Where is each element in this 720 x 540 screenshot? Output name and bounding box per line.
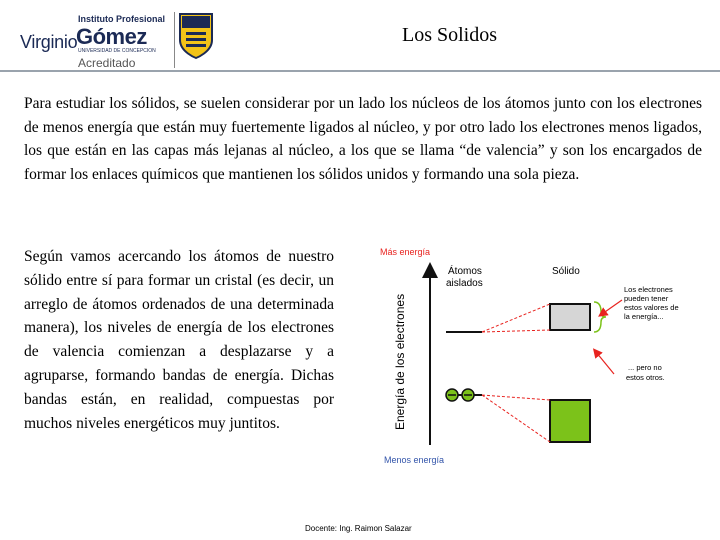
solid-column-label: Sólido [552, 266, 580, 277]
allowed-note-1: Los electrones [624, 285, 673, 294]
footer-credit: Docente: Ing. Raimon Salazar [305, 524, 412, 533]
forbidden-gap-arrow [596, 352, 614, 374]
shield-icon [178, 12, 214, 60]
level-to-band-line [482, 304, 550, 332]
allowed-note-2: pueden tener [624, 294, 669, 303]
valence-band [550, 400, 590, 442]
energy-axis-label: Energía de los electrones [393, 293, 407, 430]
logo-brand-left: Virginio [20, 32, 78, 52]
atoms-column-label-2: aislados [446, 278, 483, 289]
atoms-column-label-1: Átomos [448, 266, 482, 277]
band-bracket [594, 302, 606, 332]
allowed-band-arrow [602, 300, 622, 314]
forbidden-note-1: ... pero no [628, 363, 662, 372]
page-title: Los Solidos [402, 24, 498, 46]
allowed-note-4: la energía... [624, 312, 664, 321]
level-to-band-line [482, 330, 550, 332]
institution-logo [14, 8, 214, 72]
level-to-band-line [482, 395, 550, 400]
logo-accredited: Acreditado [78, 56, 136, 70]
logo-university: UNIVERSIDAD DE CONCEPCION [78, 48, 156, 54]
conduction-band [550, 304, 590, 330]
energy-bands-diagram [370, 240, 700, 490]
forbidden-note-2: estos otros. [626, 373, 665, 382]
bands-paragraph: Según vamos acercando los átomos de nuestro sólido entre sí para formar un cristal (es decir, un arreglo de átomos ordenados de una determinada manera), los niveles de energía de los electrones de valencia comienzan a desplazarse y a agruparse, formando bandas de energía. Dichas bandas están, en realidad, compuestas por muchos niveles energéticos muy juntitos. [24, 248, 334, 432]
bottom-energy-label: Menos energía [384, 455, 445, 465]
intro-paragraph: Para estudiar los sólidos, se suelen considerar por un lado los núcleos de los átomos junto con los electrones de menos energía que están muy fuertemente ligados al núcleo, y por otro lado los electrones menos ligados, los que están en las capas más lejanas al núcleo, a los que se llama “de valencia” y son los encargados de formar los enlaces químicos que mantienen los sólidos unidos y formando una sola pieza. [24, 95, 702, 183]
allowed-note-3: estos valores de [624, 303, 679, 312]
level-to-band-line [482, 395, 550, 442]
logo-brand-main: Gómez [76, 24, 147, 49]
logo-divider [174, 12, 175, 68]
logo-institute: Instituto Profesional [78, 14, 166, 24]
top-energy-label: Más energía [380, 247, 431, 257]
header-divider [0, 70, 720, 72]
